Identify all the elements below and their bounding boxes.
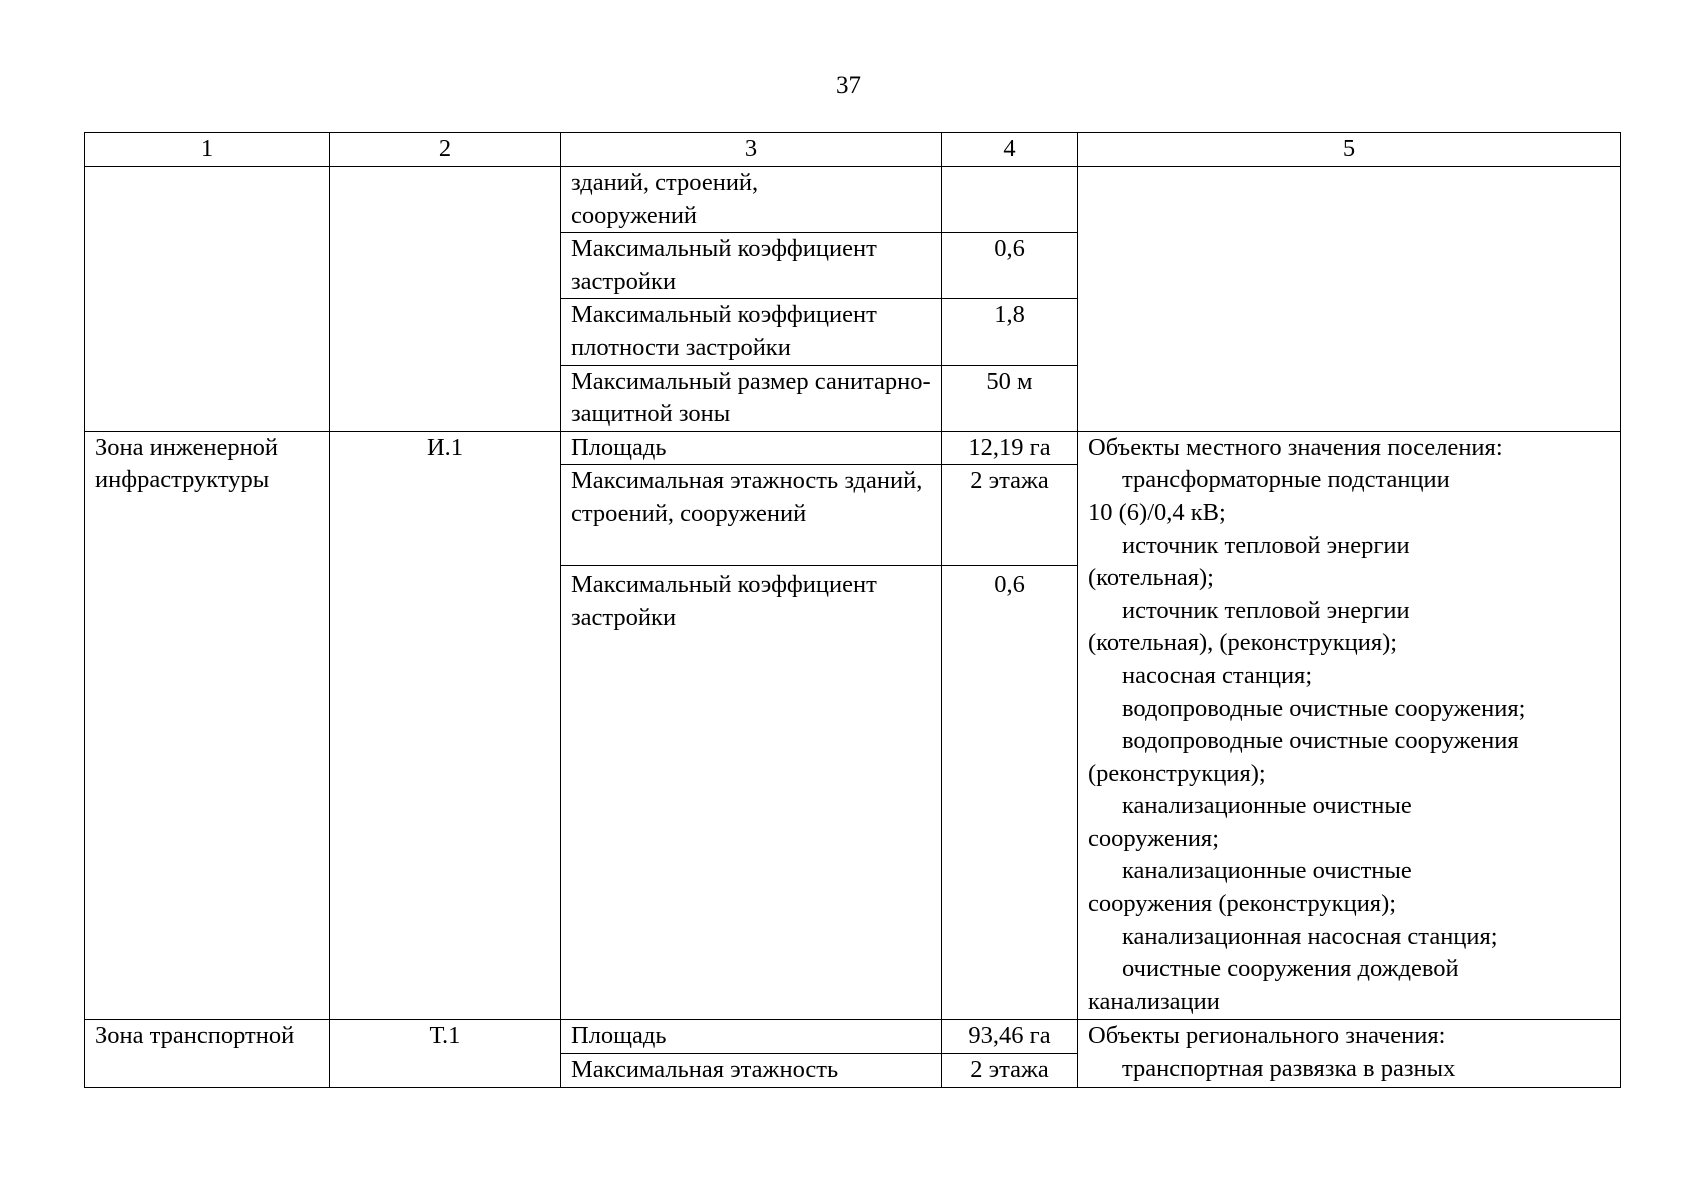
value-cell: 2 этажа xyxy=(942,465,1078,566)
header-col-3: 3 xyxy=(561,133,942,167)
value-cell: 93,46 га xyxy=(942,1020,1078,1054)
value-cell: 0,6 xyxy=(942,566,1078,1020)
object-item-continuation: (котельная), (реконструкция); xyxy=(1088,629,1398,657)
object-item: канализационные очистные xyxy=(1122,792,1412,820)
param-cell: Максимальный размер санитарно-защитной зоны xyxy=(561,365,942,431)
object-item-continuation: 10 (6)/0,4 кВ; xyxy=(1088,498,1226,526)
zone-code-cell: Т.1 xyxy=(330,1020,561,1087)
objects-title: Объекты местного значения поселения: xyxy=(1088,433,1503,461)
table-row xyxy=(85,167,1621,233)
header-col-5: 5 xyxy=(1078,133,1621,167)
object-item: канализационные очистные xyxy=(1122,857,1412,885)
zone-code-cell: И.1 xyxy=(330,431,561,1020)
param-cell: Площадь xyxy=(561,1020,942,1054)
object-item: канализационная насосная станция; xyxy=(1122,922,1498,950)
zone-code-cell xyxy=(330,167,561,432)
object-item-continuation: сооружения (реконструкция); xyxy=(1088,890,1397,918)
param-cell: Максимальный коэффициент застройки xyxy=(561,233,942,299)
param-cell: Максимальный коэффициент плотности застройки xyxy=(561,299,942,365)
objects-cell xyxy=(1078,167,1621,432)
object-item: водопроводные очистные сооружения; xyxy=(1122,694,1526,722)
param-cell: Максимальный коэффициент застройки xyxy=(561,566,942,1020)
object-item-continuation: сооружения; xyxy=(1088,824,1220,852)
object-item: насосная станция; xyxy=(1122,661,1313,689)
param-cell: Максимальная этажность xyxy=(561,1053,942,1087)
header-row xyxy=(85,133,1621,167)
object-item: трансформаторные подстанции xyxy=(1122,466,1450,494)
objects-list xyxy=(1088,464,1610,1018)
param-cell: зданий, строений, сооружений xyxy=(561,167,942,233)
zone-name-cell xyxy=(85,167,330,432)
param-cell: Максимальная этажность зданий, строений, сооружений xyxy=(561,465,942,566)
value-cell: 1,8 xyxy=(942,299,1078,365)
header-col-4: 4 xyxy=(942,133,1078,167)
object-item: источник тепловой энергии xyxy=(1122,531,1410,559)
object-item-continuation: канализации xyxy=(1088,987,1220,1015)
object-item: транспортная развязка в разных xyxy=(1122,1054,1456,1082)
page-number: 37 xyxy=(836,72,861,99)
zoning-table xyxy=(84,132,1621,1088)
header-col-2: 2 xyxy=(330,133,561,167)
param-cell: Площадь xyxy=(561,431,942,465)
header-col-1: 1 xyxy=(85,133,330,167)
value-cell: 0,6 xyxy=(942,233,1078,299)
object-item: очистные сооружения дождевой xyxy=(1122,955,1459,983)
table-row xyxy=(85,1020,1621,1054)
table-row xyxy=(85,431,1621,465)
object-item: водопроводные очистные сооружения xyxy=(1122,727,1519,755)
objects-cell xyxy=(1078,431,1621,1020)
value-cell: 12,19 га xyxy=(942,431,1078,465)
value-cell xyxy=(942,167,1078,233)
object-item-continuation: (реконструкция); xyxy=(1088,759,1266,787)
value-cell: 2 этажа xyxy=(942,1053,1078,1087)
value-cell: 50 м xyxy=(942,365,1078,431)
zone-name-cell: Зона инженерной инфраструктуры xyxy=(85,431,330,1020)
zone-name-cell: Зона транспортной xyxy=(85,1020,330,1087)
objects-cell xyxy=(1078,1020,1621,1087)
objects-list xyxy=(1088,1053,1610,1086)
objects-title: Объекты регионального значения: xyxy=(1088,1022,1446,1050)
object-item: источник тепловой энергии xyxy=(1122,596,1410,624)
object-item-continuation: (котельная); xyxy=(1088,564,1214,592)
